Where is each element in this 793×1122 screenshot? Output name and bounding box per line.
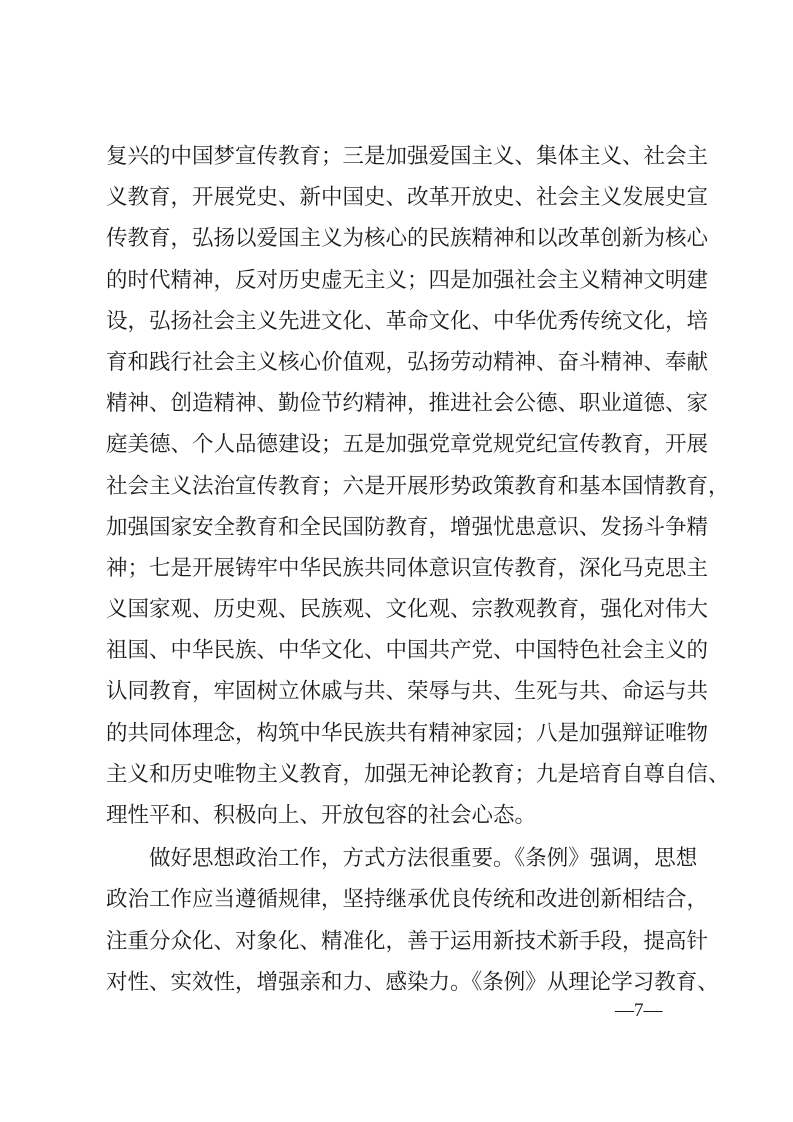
text-line: 对性、实效性，增强亲和力、感染力。《条例》从理论学习教育、: [106, 969, 719, 995]
text-line: 复兴的中国梦宣传教育；三是加强爱国主义、集体主义、社会主: [106, 144, 709, 169]
text-line: 做好思想政治工作，方式方法很重要。《条例》强调，思想: [149, 846, 698, 872]
text-line: 庭美德、个人品德建设；五是加强党章党规党纪宣传教育，开展: [106, 432, 709, 458]
text-line: 社会主义法治宣传教育；六是开展形势政策教育和基本国情教育，: [106, 473, 730, 499]
text-line: 理性平和、积极向上、开放包容的社会心态。: [106, 803, 537, 828]
text-line: 神；七是开展铸牢中华民族共同体意识宣传教育，深化马克思主: [106, 555, 709, 581]
page-number: —7—: [615, 1000, 663, 1021]
text-line: 设，弘扬社会主义先进文化、革命文化、中华优秀传统文化，培: [106, 308, 709, 334]
text-line: 认同教育，牢固树立休戚与共、荣辱与共、生死与共、命运与共: [106, 679, 709, 705]
text-line: 义教育，开展党史、新中国史、改革开放史、社会主义发展史宣: [106, 185, 709, 211]
text-line: 祖国、中华民族、中华文化、中国共产党、中国特色社会主义的: [106, 638, 709, 664]
text-line: 加强国家安全教育和全民国防教育，增强忧患意识、发扬斗争精: [106, 514, 709, 540]
paragraph-2: [106, 838, 719, 1003]
text-line: 育和践行社会主义核心价值观，弘扬劳动精神、奋斗精神、奉献: [106, 349, 709, 375]
text-line: 精神、创造精神、勤俭节约精神，推进社会公德、职业道德、家: [106, 391, 709, 417]
text-line: 义国家观、历史观、民族观、文化观、宗教观教育，强化对伟大: [106, 597, 709, 623]
paragraph-1: [106, 136, 730, 836]
text-line: 政治工作应当遵循规律，坚持继承优良传统和改进创新相结合，: [106, 887, 709, 913]
document-body: [106, 136, 730, 1003]
text-line: 的共同体理念，构筑中华民族共有精神家园；八是加强辩证唯物: [106, 720, 709, 746]
text-line: 传教育，弘扬以爱国主义为核心的民族精神和以改革创新为核心: [106, 226, 709, 252]
text-line: 注重分众化、对象化、精准化，善于运用新技术新手段，提高针: [106, 928, 709, 954]
text-line: 主义和历史唯物主义教育，加强无神论教育；九是培育自尊自信、: [106, 761, 730, 787]
text-line: 的时代精神，反对历史虚无主义；四是加强社会主义精神文明建: [106, 267, 709, 293]
